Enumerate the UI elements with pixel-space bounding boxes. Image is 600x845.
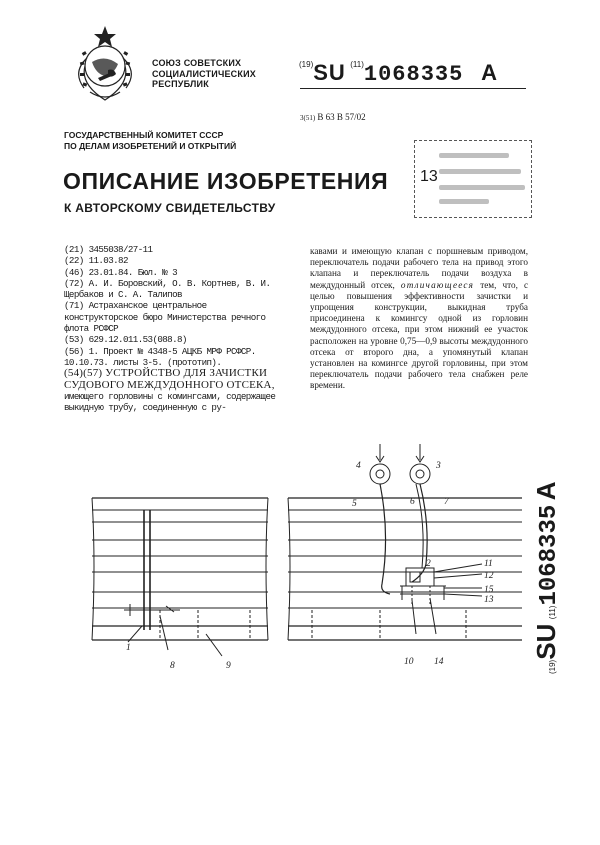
- figure-label: 12: [484, 571, 494, 581]
- committee-line: ПО ДЕЛАМ ИЗОБРЕТЕНИЙ И ОТКРЫТИЙ: [64, 140, 237, 151]
- figure-label: 2: [426, 559, 431, 569]
- number-code: (11): [350, 60, 364, 69]
- side-publication-number: [531, 444, 565, 674]
- claim-title: (54)(57) УСТРОЙСТВО ДЛЯ ЗАЧИСТКИ СУДОВОГО МЕЖДУДОННОГО ОТСЕКА,: [64, 367, 275, 391]
- country-code: (19): [299, 60, 314, 69]
- committee-line: ГОСУДАРСТВЕННЫЙ КОМИТЕТ СССР: [64, 130, 224, 140]
- side-kind-code: A: [531, 481, 561, 501]
- claim-start: имеющего горловины с комингсами, содержащее выкидную трубу, соединенную с ру-: [64, 390, 276, 414]
- figure-label: 10: [404, 657, 414, 667]
- biblio-entry: (46) 23.01.84. Бюл. № 3: [64, 266, 178, 278]
- figure-label: 3: [436, 461, 441, 471]
- header-rule: [300, 88, 526, 89]
- claim-text: тем, что, с целью повышения эффективности зачистки и упрощения конструкции, выкидная труба присоединена к комингсу одной из горловин междудонного отсека, при этом нижний ее участок расположен на уровне 0,75—0,9 высоты междудонного отсека от второго дна, а упомянутый клапан установлен на комингсе другой горловины, при этом переключатель подачи рабочего тела снабжен реле времени.: [310, 279, 529, 391]
- side-patent-number: 1068335: [536, 504, 563, 606]
- claim-text: кавами и имеющую клапан с поршневым приводом, переключатель подачи рабочего тела на привод этого клапана и переключатель подачи воздуха в междудонный отсек,: [310, 246, 528, 290]
- side-country: SU: [531, 623, 561, 660]
- org-name: [152, 58, 256, 90]
- country: SU: [313, 60, 346, 85]
- bibliographic-data: [64, 244, 282, 413]
- org-line: СОЮЗ СОВЕТСКИХ: [152, 58, 242, 68]
- side-number-code: (11): [548, 605, 557, 620]
- org-line: СОЦИАЛИСТИЧЕСКИХ: [152, 68, 256, 79]
- org-line: РЕСПУБЛИК: [152, 79, 209, 89]
- ipc-value: В 63 В 57/02: [317, 112, 366, 122]
- biblio-entry: (56) 1. Проект № 4348-5 АЦКБ МРФ РСФСР. 10.10.73. листы 3-5. (прототип).: [64, 345, 256, 368]
- biblio-entry: (22) 11.03.82: [64, 255, 128, 267]
- patent-number: 1068335: [363, 62, 464, 87]
- ipc-code: 3(51): [300, 114, 316, 122]
- document-title: ОПИСАНИЕ ИЗОБРЕТЕНИЯ: [63, 168, 389, 194]
- stamp-number: 13: [420, 168, 438, 185]
- claim-continuation: [310, 246, 528, 392]
- claim-emphasis: отличающееся: [400, 279, 475, 290]
- figure-label: 6: [410, 497, 415, 507]
- figure-label: 9: [226, 661, 231, 671]
- figure-label: 7: [444, 497, 449, 507]
- committee: [64, 130, 236, 151]
- figure-label: 14: [434, 657, 444, 667]
- figure-label: 11: [484, 559, 493, 569]
- ussr-emblem-icon: [62, 22, 148, 108]
- biblio-entry: (71) Астраханское центральное конструкторское бюро Министерства речного флота РСФСР: [64, 300, 266, 335]
- figure-label: 4: [356, 461, 361, 471]
- figure-label: 1: [126, 643, 131, 653]
- publication-number: [299, 60, 498, 87]
- technical-drawing: [90, 444, 522, 676]
- ipc-classification: [300, 112, 366, 122]
- kind-code: A: [481, 60, 498, 85]
- biblio-entry: (53) 629.12.011.53(088.8): [64, 334, 187, 346]
- figure-label: 8: [170, 661, 175, 671]
- figure-label: 13: [484, 595, 494, 605]
- biblio-entry: (21) 3455038/27-11: [64, 244, 153, 255]
- biblio-entry: (72) А. И. Боровский, О. В. Кортнев, В. И. Щербаков и С. А. Талипов: [64, 277, 271, 301]
- figure-label: 15: [484, 585, 494, 595]
- document-subtitle: К АВТОРСКОМУ СВИДЕТЕЛЬСТВУ: [64, 201, 276, 215]
- side-country-code: (19): [548, 659, 557, 674]
- figure-label: 5: [352, 499, 357, 509]
